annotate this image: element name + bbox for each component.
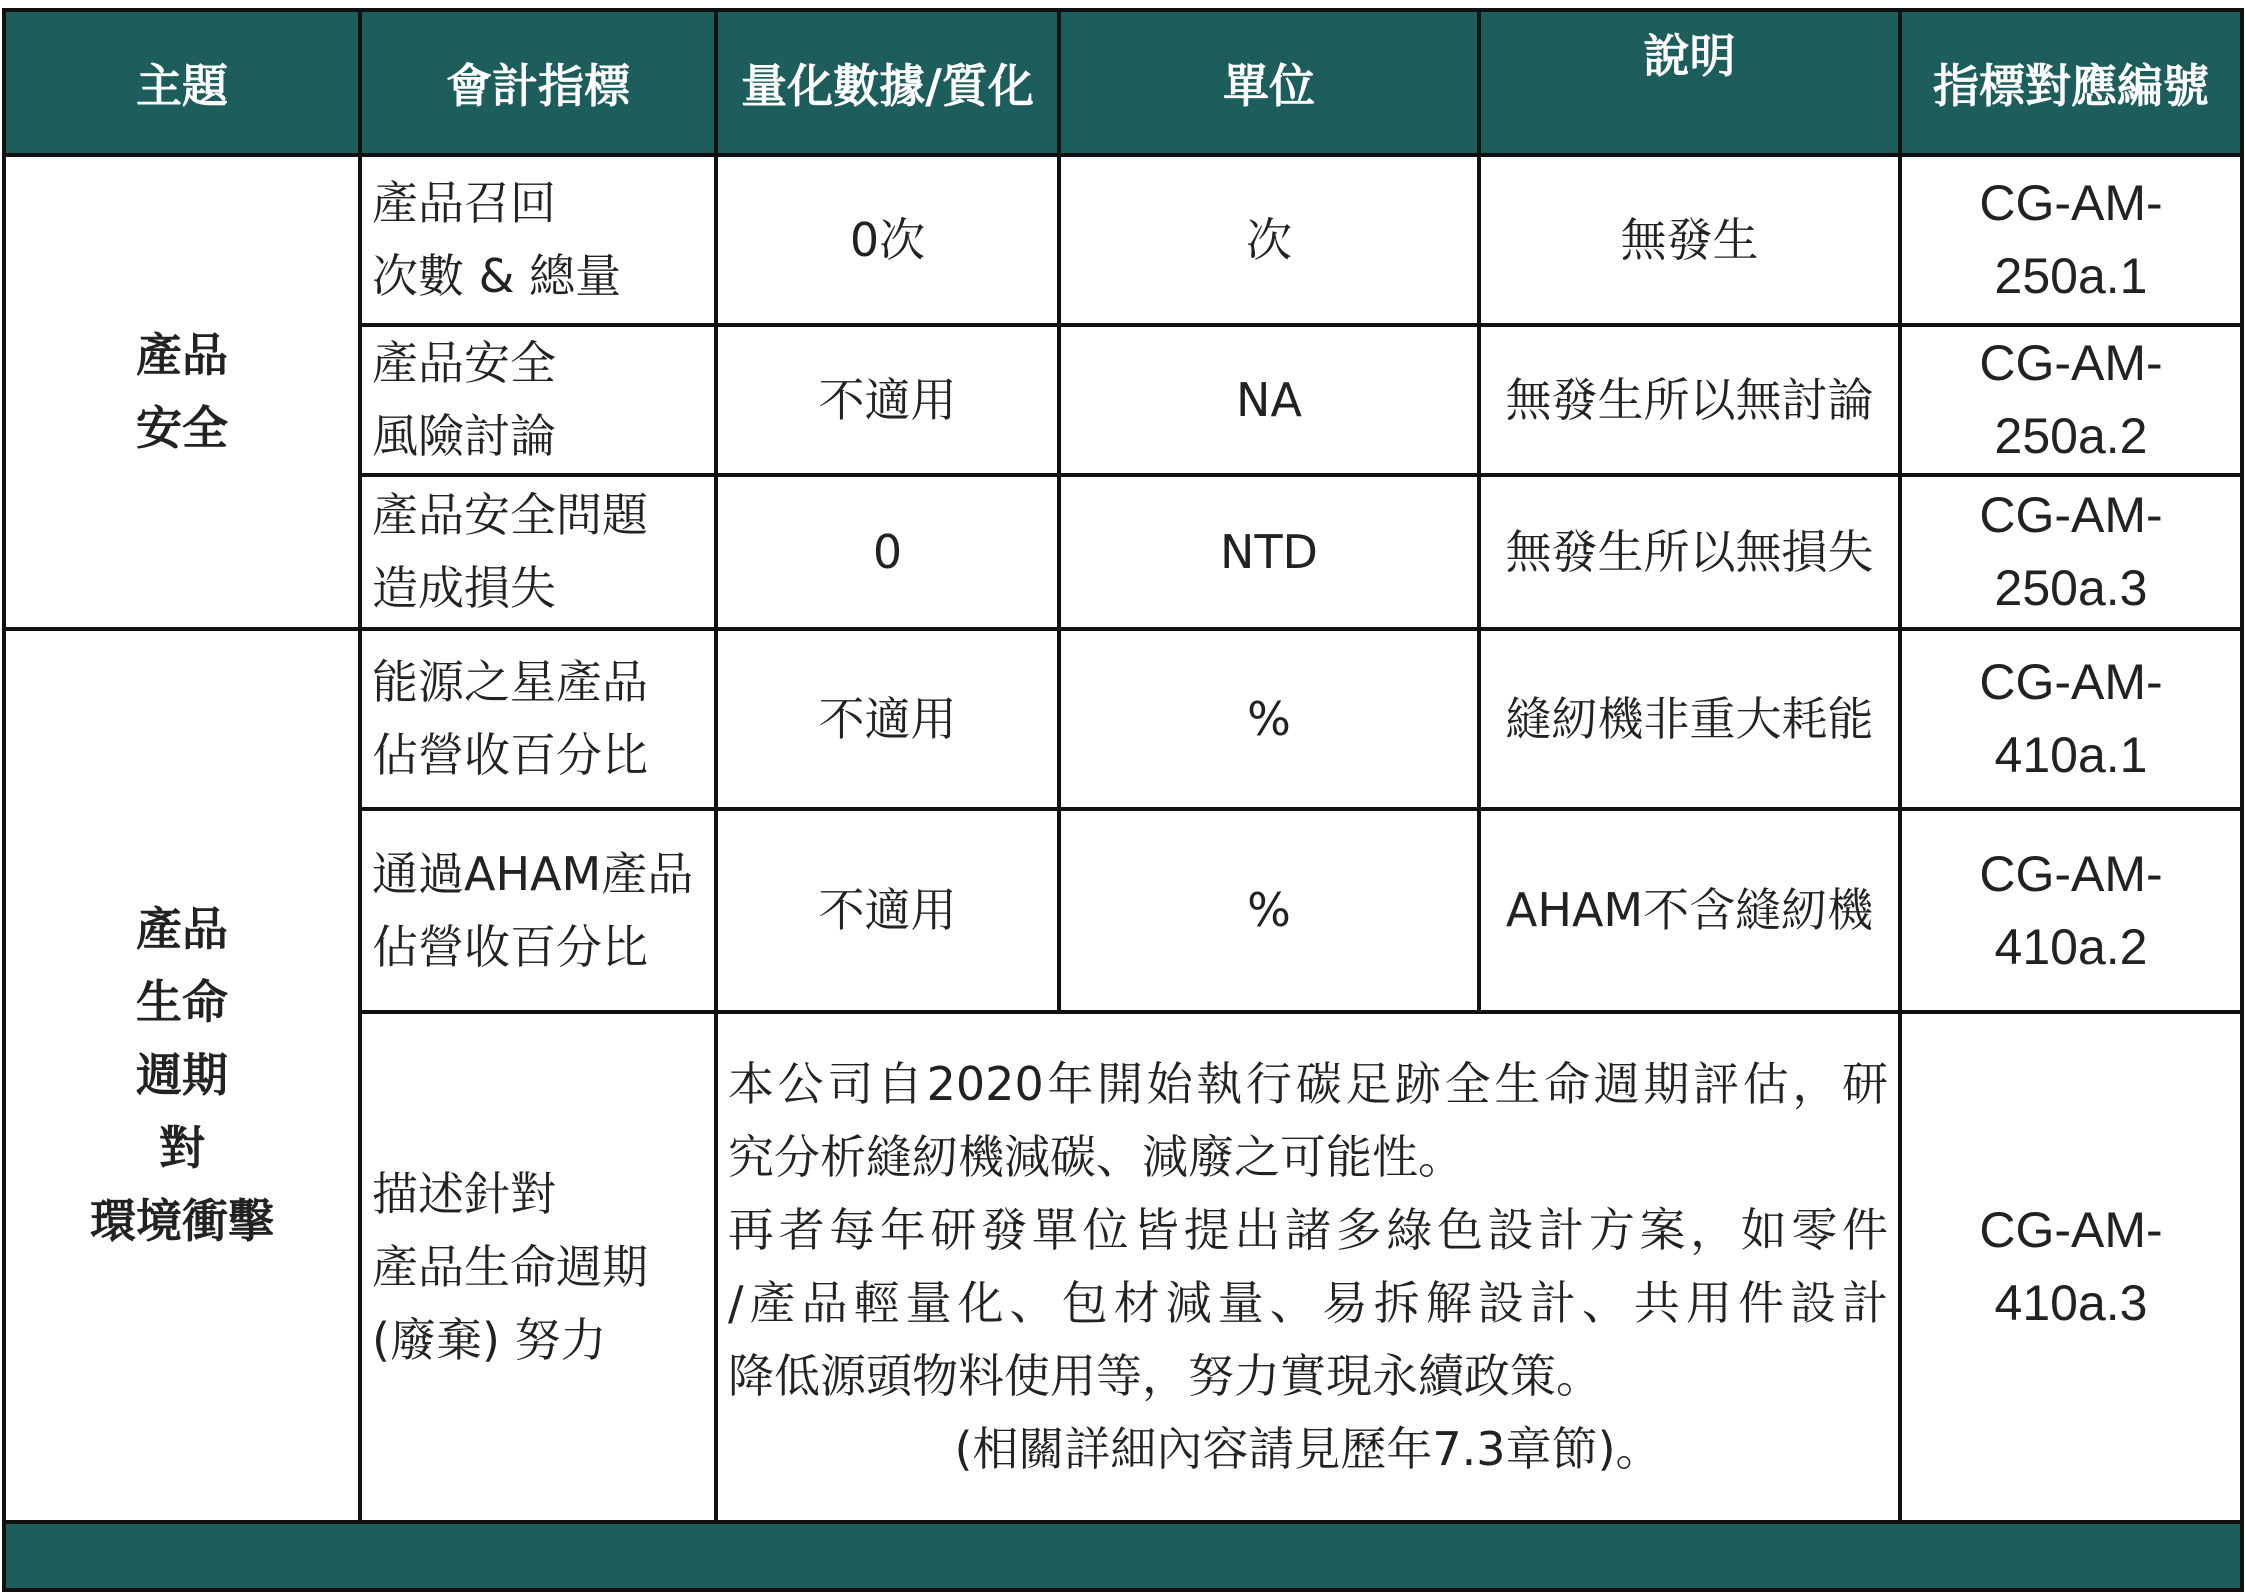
metric-cell (360, 325, 716, 475)
unit-cell: NTD (1059, 475, 1479, 629)
description-line: 究分析縫紉機減碳、減廢之可能性。 (728, 1130, 1464, 1184)
code-line: CG-AM- (1979, 487, 2163, 543)
topic-line: 週期 (136, 1048, 228, 1102)
header-row (4, 10, 2242, 155)
metric-cell (360, 629, 716, 809)
description-cell: AHAM不含縫紉機 (1479, 809, 1900, 1012)
table-row (4, 155, 2242, 325)
code-cell (1900, 325, 2242, 475)
topic-cell-product-safety (4, 155, 360, 629)
code-line: 410a.3 (1994, 1275, 2148, 1331)
metric-cell (360, 1012, 716, 1522)
code-cell (1900, 629, 2242, 809)
description-line: 本公司自2020年開始執行碳足跡全生命週期評估，研 (728, 1057, 1888, 1111)
metric-line: 造成損失 (372, 561, 556, 615)
data-cell: 不適用 (716, 325, 1059, 475)
metric-cell (360, 475, 716, 629)
metric-cell (360, 155, 716, 325)
header-unit: 單位 (1059, 10, 1479, 155)
unit-cell: % (1059, 809, 1479, 1012)
data-cell: 0 (716, 475, 1059, 629)
topic-line: 對 (159, 1121, 205, 1175)
code-line: 250a.3 (1994, 560, 2148, 616)
metric-line: 產品安全問題 (372, 488, 648, 542)
code-line: CG-AM- (1979, 175, 2163, 231)
metric-cell (360, 809, 716, 1012)
description-line: (相關詳細內容請見歷年7.3章節)。 (954, 1422, 1662, 1476)
description-line: 再者每年研發單位皆提出諸多綠色設計方案，如零件 (728, 1203, 1888, 1257)
metric-line: 佔營收百分比 (372, 728, 648, 782)
metric-line: 風險討論 (372, 409, 556, 463)
unit-cell: NA (1059, 325, 1479, 475)
footer-bar (4, 1522, 2242, 1590)
code-cell (1900, 475, 2242, 629)
header-code: 指標對應編號 (1900, 10, 2242, 155)
metric-line: 佔營收百分比 (372, 919, 648, 974)
code-line: CG-AM- (1979, 845, 2163, 902)
description-cell: 無發生所以無討論 (1479, 325, 1900, 475)
code-line: 250a.1 (1994, 248, 2148, 304)
data-cell: 0次 (716, 155, 1059, 325)
unit-cell: 次 (1059, 155, 1479, 325)
code-line: CG-AM- (1979, 1202, 2163, 1258)
description-cell: 縫紉機非重大耗能 (1479, 629, 1900, 809)
header-topic: 主題 (4, 10, 360, 155)
table-row (4, 629, 2242, 809)
lifecycle-effort-description (716, 1012, 1900, 1522)
topic-line: 產品 (136, 328, 228, 382)
unit-cell: % (1059, 629, 1479, 809)
code-cell (1900, 1012, 2242, 1522)
topic-line: 安全 (136, 401, 228, 455)
header-metric: 會計指標 (360, 10, 716, 155)
code-line: CG-AM- (1979, 654, 2163, 710)
metric-line: (廢棄) 努力 (372, 1312, 607, 1367)
metric-line: 次數 & 總量 (372, 249, 622, 303)
description-line: 降低源頭物料使用等，努力實現永續政策。 (728, 1349, 1602, 1403)
topic-cell-lifecycle-impact (4, 629, 360, 1522)
description-line: /產品輕量化、包材減量、易拆解設計、共用件設計 (728, 1276, 1888, 1330)
code-line: 410a.2 (1994, 918, 2148, 975)
indicator-table (2, 8, 2244, 1592)
header-data: 量化數據/質化 (716, 10, 1059, 155)
topic-line: 生命 (136, 975, 228, 1029)
data-cell: 不適用 (716, 629, 1059, 809)
data-cell: 不適用 (716, 809, 1059, 1012)
code-cell (1900, 155, 2242, 325)
code-line: CG-AM- (1979, 335, 2163, 391)
metric-line: 產品安全 (372, 336, 556, 390)
code-line: 410a.1 (1994, 727, 2148, 783)
code-cell (1900, 809, 2242, 1012)
description-cell: 無發生 (1479, 155, 1900, 325)
metric-line: 通過AHAM產品 (372, 846, 694, 901)
topic-line: 環境衝擊 (90, 1194, 274, 1248)
topic-line: 產品 (136, 902, 228, 956)
description-cell: 無發生所以無損失 (1479, 475, 1900, 629)
metric-line: 描述針對 (372, 1166, 556, 1221)
footer-band (4, 1522, 2242, 1590)
metric-line: 產品召回 (372, 176, 556, 230)
metric-line: 能源之星產品 (372, 655, 648, 709)
metric-line: 產品生命週期 (372, 1239, 648, 1294)
code-line: 250a.2 (1994, 408, 2148, 464)
header-description: 說明 (1479, 10, 1900, 155)
